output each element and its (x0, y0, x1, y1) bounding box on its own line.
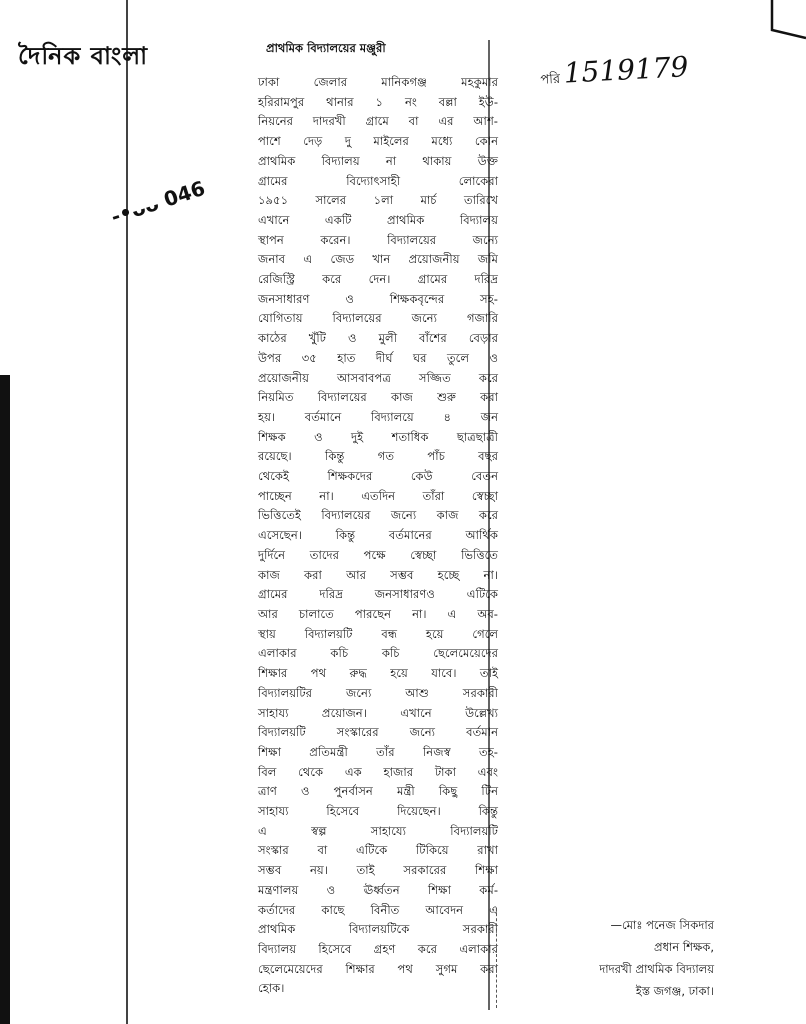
article-line: এ স্বল্প সাহায্যে বিদ্যালয়টি (258, 823, 498, 838)
article-line: পাশে দেড় দু মাইলের মধ্যে কোন (258, 134, 498, 149)
signature-divider (496, 908, 498, 1008)
accession-number: -•ᴗᴗ 046 (108, 175, 208, 229)
article-line: বিল থেকে এক হাজার টাকা এবং (258, 764, 498, 779)
clip-id-value: 1519179 (562, 50, 690, 90)
article-line: প্রয়োজনীয় আসবাবপত্র সজ্জিত করে (258, 370, 498, 385)
article-line: উপর ৩৫ হাত দীর্ঘ ঘর তুলে ও (258, 350, 498, 365)
article-line: ঢাকা জেলার মানিকগঞ্জ মহকুমার (258, 75, 498, 89)
article-line: জনাব এ জেড খান প্রয়োজনীয় জমি (258, 252, 498, 267)
scan-edge (0, 375, 10, 1024)
signature-school: দাদরখী প্রাথমিক বিদ্যালয় (599, 962, 714, 976)
article-line: প্রাথমিক বিদ্যালয় না থাকায় উক্ত (258, 153, 498, 168)
article-line: ত্রাণ ও পুনর্বাসন মন্ত্রী কিছু টিন (258, 784, 498, 799)
article-line: জনসাধারণ ও শিক্ষকবৃন্দের সহ- (258, 291, 498, 306)
article-line: এখানে একটি প্রাথমিক বিদ্যালয় (258, 212, 498, 227)
newspaper-masthead: দৈনিক বাংলা (18, 41, 149, 70)
article-line: কাজ করা আর সম্ভব হচ্ছে না। (258, 567, 498, 582)
article-line: হয়। বর্তমানে বিদ্যালয়ে ৪ জন (258, 409, 498, 424)
article-headline: প্রাথমিক বিদ্যালয়ের মঞ্জুরী (266, 41, 386, 55)
article-line: নিয়মিত বিদ্যালয়ের কাজ শুরু করা (258, 390, 498, 405)
article-line: শিক্ষার পথ রুদ্ধ হয়ে যাবে। তাই (258, 666, 498, 681)
page-fold-corner (770, 0, 806, 40)
clip-id (539, 50, 689, 92)
signature-name: —মোঃ পনেজ সিকদার (610, 918, 714, 932)
article-line: যোগিতায় বিদ্যালয়ের জন্যে গজারি (258, 311, 498, 326)
article-line: স্থাপন করেন। বিদ্যালয়ের জন্যে (258, 232, 498, 247)
article-line: ছেলেমেয়েদের শিক্ষার পথ সুগম করা (258, 961, 498, 976)
article-line: রেজিস্ট্রি করে দেন। গ্রামের দরিদ্র (258, 272, 498, 287)
article-line: ভিত্তিতেই বিদ্যালয়ের জন্যে কাজ করে (258, 508, 498, 523)
article-line: এলাকার কচি কচি ছেলেমেয়েদের (258, 646, 498, 661)
clip-id-prefix: পরি (539, 71, 561, 88)
article-line: মন্ত্রণালয় ও ঊর্ধ্বতন শিক্ষা কর্ম- (258, 882, 498, 897)
article-line: রয়েছে। কিন্তু গত পাঁচ বছর (258, 449, 498, 464)
article-line: স্থায় বিদ্যালয়টি বন্ধ হয়ে গেলে (258, 626, 498, 641)
article-line: হোক। (258, 981, 285, 996)
article-line: ১৯৫১ সালের ১লা মার্চ তারিখে (258, 193, 498, 208)
article-line: দুর্দিনে তাদের পক্ষে স্বেচ্ছা ভিত্তিতে (258, 547, 498, 562)
article-line: বিদ্যালয়টির জন্যে আশু সরকারী (258, 685, 498, 700)
article-line: নিয়নের দাদরখী গ্রামে বা এর আশ- (258, 114, 498, 129)
article-line: বিদ্যালয়টি সংস্কারের জন্যে বর্তমান (258, 725, 498, 740)
article-line: থেকেই শিক্ষকদের কেউ বেতন (258, 469, 498, 484)
article-line: পাচ্ছেন না। এতদিন তাঁরা স্বেচ্ছা (258, 488, 498, 503)
signature-place: ইস্ত জগঞ্জ, ঢাকা। (635, 984, 714, 998)
article-line: শিক্ষা প্রতিমন্ত্রী তাঁর নিজস্ব তহ- (258, 744, 498, 759)
article-line: সম্ভব নয়। তাই সরকারের শিক্ষা (258, 863, 498, 878)
signature-title: প্রধান শিক্ষক, (654, 940, 714, 954)
news-article (258, 40, 498, 999)
article-line: কাঠের খুঁটি ও মুলী বাঁশের বেড়ার (258, 331, 498, 346)
article-body (258, 73, 498, 999)
article-line: প্রাথমিক বিদ্যালয়টিকে সরকারী (258, 922, 498, 937)
article-line: সাহায্য হিসেবে দিয়েছেন। কিন্তু (258, 804, 498, 819)
article-line: এসেছেন। কিন্তু বর্তমানের আর্থিক (258, 528, 498, 543)
column-rule-left (126, 0, 128, 1024)
article-line: আর চালাতে পারছেন না। এ অব- (258, 606, 498, 621)
article-line: গ্রামের বিদ্যোৎসাহী লোকেরা (258, 173, 498, 188)
article-line: সংস্কার বা এটিকে টিকিয়ে রাখা (258, 843, 498, 858)
article-line: শিক্ষক ও দুই শতাধিক ছাত্রছাত্রী (258, 429, 498, 444)
article-line: গ্রামের দরিদ্র জনসাধারণও এটিকে (258, 587, 498, 602)
article-line: সাহায্য প্রয়োজন। এখানে উল্লেখ্য (258, 705, 498, 720)
article-line: হরিরামপুর থানার ১ নং বল্লা ইউ- (258, 94, 498, 109)
signature-block (508, 914, 714, 1002)
article-line: বিদ্যালয় হিসেবে গ্রহণ করে এলাকার (258, 941, 498, 956)
article-line: কর্তাদের কাছে বিনীত আবেদন এ (258, 902, 498, 917)
